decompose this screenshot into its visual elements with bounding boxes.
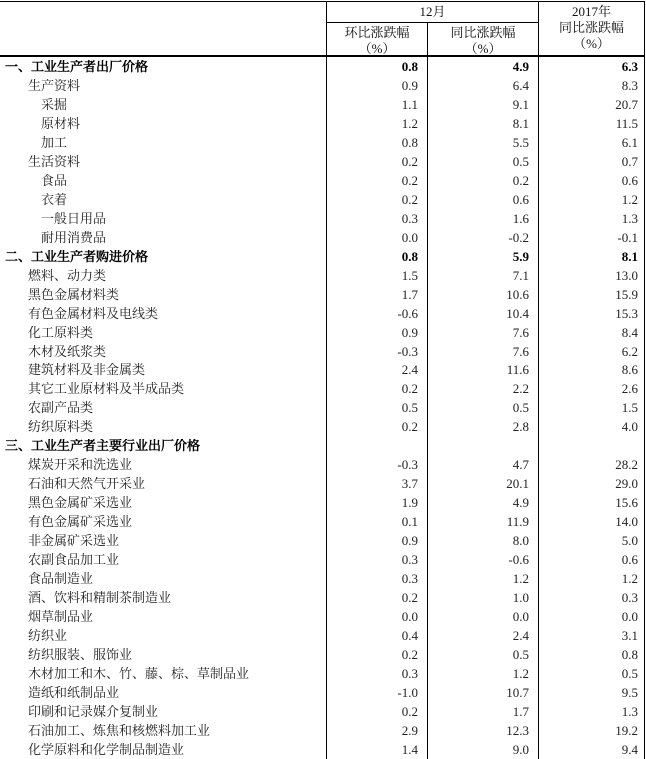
header-yoy-column <box>428 25 538 57</box>
mom-value: 0.3 <box>401 210 418 226</box>
yoy-column-label: 同比涨跌幅 <box>450 25 516 40</box>
yoy-value: 11.9 <box>506 514 529 530</box>
table-row <box>0 190 646 209</box>
yoy-value: -0.6 <box>508 552 529 568</box>
row-label: 有色金属材料及电线类 <box>28 306 159 320</box>
yoy-value: 6.4 <box>512 77 529 93</box>
mom-value: 0.8 <box>401 248 418 264</box>
yoy-value: 0.5 <box>512 647 529 663</box>
row-label: 纺织业 <box>28 629 68 643</box>
mom-value: 0.1 <box>401 514 418 530</box>
mom-value: 0.9 <box>401 533 418 549</box>
row-label: 化工原料类 <box>28 325 94 339</box>
table-row <box>0 304 646 323</box>
y2017-value: 9.5 <box>621 684 638 700</box>
y2017-value: 1.2 <box>621 571 638 587</box>
table-row <box>0 645 646 664</box>
mom-value: 0.9 <box>401 77 418 93</box>
row-label: 纺织原料类 <box>28 420 94 434</box>
y2017-value: 15.9 <box>615 286 638 302</box>
table-row <box>0 417 646 436</box>
y2017-value: 0.0 <box>621 609 638 625</box>
yoy-value: 1.2 <box>512 571 529 587</box>
yoy-value: 0.0 <box>512 609 529 625</box>
table-row <box>0 569 646 588</box>
y2017-value: 2.6 <box>621 381 638 397</box>
table-row <box>0 702 646 721</box>
mom-value: 1.1 <box>401 96 418 112</box>
yoy-value: 10.7 <box>506 684 529 700</box>
mom-value: 0.3 <box>401 571 418 587</box>
yoy-value: 0.5 <box>512 153 529 169</box>
table-row <box>0 531 646 550</box>
yoy-value: 4.7 <box>512 457 529 473</box>
table-row <box>0 474 646 493</box>
row-label: 原材料 <box>41 116 81 130</box>
mom-value: 0.8 <box>401 134 418 150</box>
table-row <box>0 740 646 759</box>
mom-value: 2.9 <box>401 722 418 738</box>
yoy-value: 4.9 <box>512 58 529 74</box>
table-row <box>0 379 646 398</box>
row-label: 有色金属矿采选业 <box>28 515 133 529</box>
table-top-border <box>0 1 645 2</box>
yoy-value: 8.1 <box>512 115 529 131</box>
y2017-value: 1.5 <box>621 400 638 416</box>
yoy-value: 2.8 <box>512 419 529 435</box>
y2017-value: -0.1 <box>617 229 638 245</box>
table-row <box>0 512 646 531</box>
table-row <box>0 95 646 114</box>
yoy-value: 5.9 <box>512 248 529 264</box>
yoy-value: 11.6 <box>506 362 529 378</box>
row-label: 加工 <box>41 135 68 149</box>
table-row <box>0 114 646 133</box>
mom-column-unit: （%） <box>358 41 396 56</box>
table-row <box>0 683 646 702</box>
mom-value: 0.2 <box>401 703 418 719</box>
row-label: 化学原料和化学制品制造业 <box>28 742 185 756</box>
table-row <box>0 607 646 626</box>
row-label: 生产资料 <box>28 78 81 92</box>
mom-value: 0.2 <box>401 647 418 663</box>
yoy-column-unit: （%） <box>464 41 502 56</box>
table-row <box>0 323 646 342</box>
table-row <box>0 455 646 474</box>
row-label: 木材及纸浆类 <box>28 344 107 358</box>
mom-value: 0.0 <box>401 229 418 245</box>
table-row <box>0 361 646 380</box>
mom-value: -1.0 <box>397 684 418 700</box>
row-label: 三、工业生产者主要行业出厂价格 <box>5 439 201 453</box>
y2017-value: 0.6 <box>621 552 638 568</box>
row-label: 农副食品加工业 <box>28 553 120 567</box>
yoy-value: 1.2 <box>512 665 529 681</box>
y2017-value: 8.1 <box>621 248 638 264</box>
yoy-value: 0.5 <box>512 400 529 416</box>
mom-value: 2.4 <box>401 362 418 378</box>
y2017-value: 9.4 <box>621 741 638 757</box>
y2017-value: 15.6 <box>615 495 638 511</box>
y2017-value: 3.1 <box>621 628 638 644</box>
row-label: 衣着 <box>41 192 68 206</box>
y2017-value: 0.7 <box>621 153 638 169</box>
yoy-value: 4.9 <box>512 495 529 511</box>
table-row <box>0 550 646 569</box>
y2017-value: 5.0 <box>621 533 638 549</box>
yoy-value: 7.6 <box>512 343 529 359</box>
y2017-value: 11.5 <box>615 115 638 131</box>
y2017-value: 4.0 <box>621 419 638 435</box>
month-group-underline <box>326 22 538 23</box>
table-row <box>0 171 646 190</box>
y2017-value: 19.2 <box>615 722 638 738</box>
mom-value: -0.3 <box>397 343 418 359</box>
row-label: 其它工业原材料及半成品类 <box>28 382 185 396</box>
table-row <box>0 247 646 266</box>
mom-value: 1.2 <box>401 115 418 131</box>
row-label: 纺织服装、服饰业 <box>28 648 133 662</box>
y2017-value: 8.6 <box>621 362 638 378</box>
mom-value: 1.5 <box>401 267 418 283</box>
header-year-column <box>539 4 644 52</box>
y2017-value: 14.0 <box>615 514 638 530</box>
mom-value: 0.5 <box>401 400 418 416</box>
row-label: 酒、饮料和精制茶制造业 <box>28 591 172 605</box>
mom-value: 0.4 <box>401 628 418 644</box>
yoy-value: -0.2 <box>508 229 529 245</box>
table-row <box>0 209 646 228</box>
mom-value: 1.7 <box>401 286 418 302</box>
table-row <box>0 266 646 285</box>
mom-value: 0.2 <box>401 381 418 397</box>
row-label: 造纸和纸制品业 <box>28 685 120 699</box>
row-label: 煤炭开采和洗选业 <box>28 458 133 472</box>
mom-value: 0.2 <box>401 172 418 188</box>
table-row <box>0 76 646 95</box>
row-label: 食品制造业 <box>28 572 94 586</box>
y2017-value: 20.7 <box>615 96 638 112</box>
table-row <box>0 152 646 171</box>
year-column-label: 2017年 <box>571 4 611 19</box>
row-label: 非金属矿采选业 <box>28 534 120 548</box>
year-column-sub-label: 同比涨跌幅 <box>558 20 624 35</box>
row-label: 食品 <box>41 173 68 187</box>
yoy-value: 7.6 <box>512 324 529 340</box>
y2017-value: 6.2 <box>621 343 638 359</box>
table-row <box>0 436 646 455</box>
row-label: 农副产品类 <box>28 401 94 415</box>
row-label: 黑色金属矿采选业 <box>28 496 133 510</box>
yoy-value: 2.4 <box>512 628 529 644</box>
y2017-value: 8.3 <box>621 77 638 93</box>
yoy-value: 9.0 <box>512 741 529 757</box>
row-label: 黑色金属材料类 <box>28 287 120 301</box>
mom-value: 1.4 <box>401 741 418 757</box>
row-label: 烟草制品业 <box>28 610 94 624</box>
row-label: 一、工业生产者出厂价格 <box>5 59 149 73</box>
mom-value: 3.7 <box>401 476 418 492</box>
table-row <box>0 664 646 683</box>
mom-value: 0.2 <box>401 153 418 169</box>
y2017-value: 0.8 <box>621 647 638 663</box>
table-row <box>0 57 646 76</box>
row-label: 建筑材料及非金属类 <box>28 363 146 377</box>
mom-value: 0.2 <box>401 191 418 207</box>
y2017-value: 1.2 <box>621 191 638 207</box>
year-column-unit: （%） <box>573 36 610 51</box>
mom-value: 0.0 <box>401 609 418 625</box>
yoy-value: 1.7 <box>512 703 529 719</box>
table-row <box>0 398 646 417</box>
y2017-value: 1.3 <box>621 703 638 719</box>
yoy-value: 12.3 <box>506 722 529 738</box>
yoy-value: 9.1 <box>512 96 529 112</box>
y2017-value: 0.6 <box>621 172 638 188</box>
mom-value: 0.3 <box>401 552 418 568</box>
yoy-value: 7.1 <box>512 267 529 283</box>
mom-column-label: 环比涨跌幅 <box>344 25 410 40</box>
yoy-value: 20.1 <box>506 476 529 492</box>
table-row <box>0 285 646 304</box>
row-label: 二、工业生产者购进价格 <box>5 249 149 263</box>
y2017-value: 13.0 <box>615 267 638 283</box>
mom-value: 0.2 <box>401 419 418 435</box>
yoy-value: 10.4 <box>506 305 529 321</box>
y2017-value: 0.3 <box>621 590 638 606</box>
yoy-value: 1.0 <box>512 590 529 606</box>
table-row <box>0 626 646 645</box>
y2017-value: 1.3 <box>621 210 638 226</box>
table-body <box>0 57 646 759</box>
row-label: 石油和天然气开采业 <box>28 477 146 491</box>
yoy-value: 1.6 <box>512 210 529 226</box>
y2017-value: 6.1 <box>621 134 638 150</box>
yoy-value: 2.2 <box>512 381 529 397</box>
row-label: 燃料、动力类 <box>28 268 107 282</box>
header-month-group <box>327 4 538 22</box>
row-label: 耐用消费品 <box>41 230 107 244</box>
table-row <box>0 228 646 247</box>
table-row <box>0 721 646 740</box>
y2017-value: 0.5 <box>621 665 638 681</box>
row-label: 生活资料 <box>28 154 81 168</box>
row-label: 采掘 <box>41 97 68 111</box>
row-label: 印刷和记录媒介复制业 <box>28 704 159 718</box>
y2017-value: 6.3 <box>621 58 638 74</box>
row-label: 一般日用品 <box>41 211 107 225</box>
yoy-value: 10.6 <box>506 286 529 302</box>
y2017-value: 15.3 <box>615 305 638 321</box>
table-row <box>0 493 646 512</box>
mom-value: 0.8 <box>401 58 418 74</box>
mom-value: 0.3 <box>401 665 418 681</box>
table-row <box>0 588 646 607</box>
yoy-value: 0.2 <box>512 172 529 188</box>
mom-value: -0.6 <box>397 305 418 321</box>
table-row <box>0 133 646 152</box>
month-group-label: 12月 <box>419 4 446 19</box>
table-row <box>0 342 646 361</box>
y2017-value: 29.0 <box>615 476 638 492</box>
mom-value: 0.2 <box>401 590 418 606</box>
header-mom-column <box>327 25 427 57</box>
row-label: 石油加工、炼焦和核燃料加工业 <box>28 723 211 737</box>
y2017-value: 8.4 <box>621 324 638 340</box>
row-label: 木材加工和木、竹、藤、棕、草制品业 <box>28 666 250 680</box>
mom-value: 1.9 <box>401 495 418 511</box>
mom-value: -0.3 <box>397 457 418 473</box>
y2017-value: 28.2 <box>615 457 638 473</box>
yoy-value: 0.6 <box>512 191 529 207</box>
mom-value: 0.9 <box>401 324 418 340</box>
yoy-value: 8.0 <box>512 533 529 549</box>
yoy-value: 5.5 <box>512 134 529 150</box>
